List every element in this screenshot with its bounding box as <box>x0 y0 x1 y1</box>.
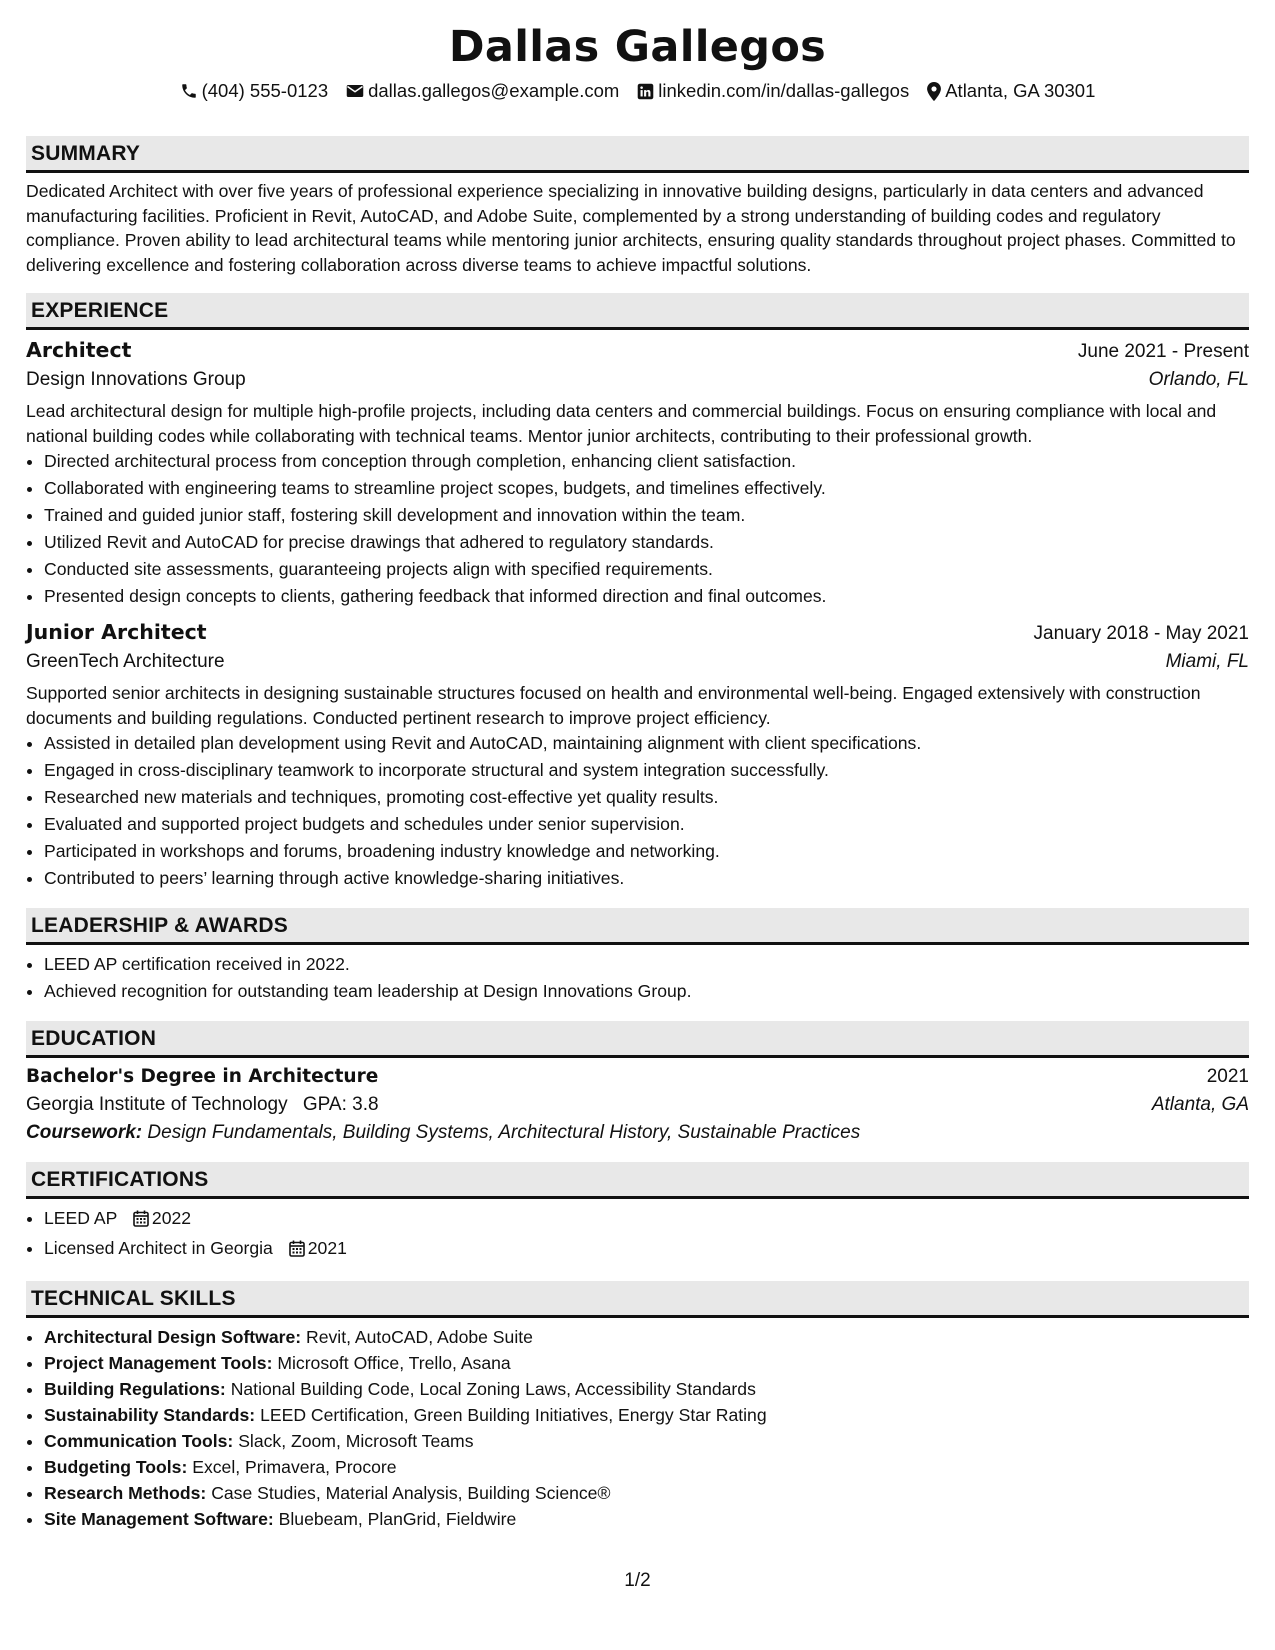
coursework-list: Design Fundamentals, Building Systems, Architectural History, Sustainable Practices <box>147 1122 861 1143</box>
phone-icon <box>180 82 198 100</box>
list-item: • Achieved recognition for outstanding team leadership at Design Innovations Group. <box>44 978 1249 1005</box>
page-number: 1/2 <box>624 1570 651 1591</box>
certifications-list <box>26 1205 1249 1265</box>
list-item: • Collaborated with engineering teams to streamline project scopes, budgets, and timelines effectively. <box>44 475 1249 502</box>
section-skills-heading: TECHNICAL SKILLS <box>26 1281 1249 1318</box>
linkedin-icon <box>637 83 654 100</box>
leadership-list <box>26 951 1249 1005</box>
list-item: • Participated in workshops and forums, broadening industry knowledge and networking. <box>44 838 1249 865</box>
list-item: • Researched new materials and techniques, promoting cost-effective yet quality results. <box>44 784 1249 811</box>
list-item <box>44 1324 1249 1350</box>
list-item: • Utilized Revit and AutoCAD for precise drawings that adhered to regulatory standards. <box>44 529 1249 556</box>
certification-year: 2022 <box>151 1208 192 1228</box>
job-title: Junior Architect <box>26 620 207 644</box>
job-company: GreenTech Architecture <box>26 651 225 672</box>
skills-list <box>26 1324 1249 1532</box>
job-entry <box>26 338 1249 610</box>
section-leadership-heading: LEADERSHIP & AWARDS <box>26 908 1249 945</box>
list-item <box>44 1506 1249 1532</box>
section-experience-heading: EXPERIENCE <box>26 293 1249 330</box>
skill-label: Building Regulations: <box>44 1379 226 1399</box>
envelope-icon <box>346 83 364 99</box>
job-location: Orlando, FL <box>1148 369 1249 390</box>
summary-text: Dedicated Architect with over five years of professional experience specializing in innovative building designs, particularly in data centers and advanced manufacturing facilities. Proficient in Revit, AutoCAD, and Adobe Suite, complemented by a strong understanding of building codes and regulatory compliance. Proven ability to lead architectural teams while mentoring junior architects, ensuring quality standards throughout project phases. Committed to delivering excellence and fostering collaboration across diverse teams to achieve impactful solutions. <box>26 181 1236 275</box>
list-item: • Evaluated and supported project budgets and schedules under senior supervision. <box>44 811 1249 838</box>
job-bullets <box>26 448 1249 610</box>
job-entry <box>26 620 1249 892</box>
certification-name: LEED AP <box>44 1208 118 1228</box>
contact-location <box>927 80 1095 102</box>
skill-label: Site Management Software: <box>44 1509 274 1529</box>
list-item: • Trained and guided junior staff, fostering skill development and innovation within the team. <box>44 502 1249 529</box>
job-description: Supported senior architects in designing sustainable structures focused on health and environmental well-being. Engaged extensively with construction documents and building regulations. Conducted pertinent research to improve project efficiency. <box>26 683 1201 728</box>
job-dates: June 2021 - Present <box>1077 341 1249 362</box>
list-item <box>44 1480 1249 1506</box>
list-item: • Contributed to peers’ learning through active knowledge-sharing initiatives. <box>44 865 1249 892</box>
job-location: Miami, FL <box>1165 651 1249 672</box>
location-text: Atlanta, GA 30301 <box>945 80 1096 101</box>
list-item: • Assisted in detailed plan development using Revit and AutoCAD, maintaining alignment with client specifications. <box>44 730 1249 757</box>
contact-email[interactable] <box>346 80 619 102</box>
list-item: • Presented design concepts to clients, gathering feedback that informed direction and final outcomes. <box>44 583 1249 610</box>
list-item <box>44 1428 1249 1454</box>
education-school-line <box>26 1094 379 1116</box>
job-title: Architect <box>26 338 132 362</box>
list-item: • Engaged in cross-disciplinary teamwork to incorporate structural and system integration successfully. <box>44 757 1249 784</box>
list-item <box>44 1454 1249 1480</box>
contact-linkedin[interactable] <box>637 80 909 102</box>
education-school: Georgia Institute of Technology <box>26 1094 288 1115</box>
skill-label: Research Methods: <box>44 1483 207 1503</box>
skill-value: Bluebeam, PlanGrid, Fieldwire <box>278 1509 517 1529</box>
calendar-icon <box>133 1208 149 1235</box>
certification-name: Licensed Architect in Georgia <box>44 1238 273 1258</box>
resume-content <box>26 136 1249 1532</box>
education-entry <box>26 1066 1249 1144</box>
candidate-name: Dallas Gallegos <box>448 22 827 72</box>
linkedin-text: linkedin.com/in/dallas-gallegos <box>658 80 910 101</box>
email-text: dallas.gallegos@example.com <box>368 80 620 101</box>
job-description: Lead architectural design for multiple high-profile projects, including data centers and commercial buildings. Focus on ensuring compliance with local and national building codes while collaborating with technical teams. Mentor junior architects, contributing to their professional growth. <box>26 401 1217 446</box>
list-item: • LEED AP certification received in 2022. <box>44 951 1249 978</box>
list-item <box>44 1205 1249 1235</box>
education-gpa: GPA: 3.8 <box>302 1094 379 1115</box>
skill-value: Microsoft Office, Trello, Asana <box>277 1353 511 1373</box>
skill-value: Excel, Primavera, Procore <box>192 1457 397 1477</box>
list-item: • Conducted site assessments, guaranteeing projects align with specified requirements. <box>44 556 1249 583</box>
skill-value: Case Studies, Material Analysis, Building Science® <box>211 1483 611 1503</box>
job-company: Design Innovations Group <box>26 369 246 390</box>
contact-bar <box>0 80 1275 102</box>
skill-value: LEED Certification, Green Building Initiatives, Energy Star Rating <box>260 1405 767 1425</box>
list-item <box>44 1376 1249 1402</box>
job-bullets <box>26 730 1249 892</box>
section-education-heading: EDUCATION <box>26 1021 1249 1058</box>
job-dates: January 2018 - May 2021 <box>1033 623 1249 644</box>
education-coursework <box>26 1122 1249 1144</box>
certification-year: 2021 <box>307 1238 347 1258</box>
list-item <box>44 1235 1249 1265</box>
skill-label: Architectural Design Software: <box>44 1327 302 1347</box>
list-item <box>44 1350 1249 1376</box>
map-pin-icon <box>927 82 941 101</box>
skill-value: Revit, AutoCAD, Adobe Suite <box>306 1327 533 1347</box>
phone-text: (404) 555-0123 <box>201 80 329 101</box>
contact-phone[interactable] <box>180 80 329 102</box>
skill-label: Communication Tools: <box>44 1431 234 1451</box>
education-location: Atlanta, GA <box>1151 1094 1249 1115</box>
list-item <box>44 1402 1249 1428</box>
skill-label: Sustainability Standards: <box>44 1405 256 1425</box>
skill-value: Slack, Zoom, Microsoft Teams <box>238 1431 474 1451</box>
skill-value: National Building Code, Local Zoning Laws, Accessibility Standards <box>230 1379 756 1399</box>
list-item: • Directed architectural process from conception through completion, enhancing client satisfaction. <box>44 448 1249 475</box>
calendar-icon <box>289 1238 305 1265</box>
skill-label: Budgeting Tools: <box>44 1457 188 1477</box>
education-year: 2021 <box>1206 1066 1249 1087</box>
coursework-label: Coursework: <box>26 1122 143 1143</box>
education-degree: Bachelor's Degree in Architecture <box>26 1066 379 1087</box>
section-certifications-heading: CERTIFICATIONS <box>26 1162 1249 1199</box>
skill-label: Project Management Tools: <box>44 1353 273 1373</box>
section-summary-heading: SUMMARY <box>26 136 1249 173</box>
